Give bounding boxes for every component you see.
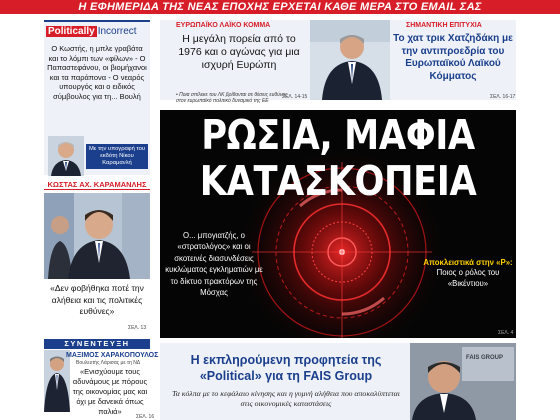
interview-header: ΣΥΝΕΝΤΕΥΞΗ (44, 339, 150, 349)
lead-page-ref: ΣΕΛ. 4 (498, 330, 514, 336)
fais-subtitle: Τα κόλπα με το κεφάλαιο κίνησης και η γυμνή αλήθεια που αποκαλύπτεται στις οικονομικές καταστάσεις (172, 389, 400, 408)
exclusive-label: Αποκλειστικά στην «Ρ»: (423, 258, 513, 267)
logo-part-incorrect: Incorrect (97, 26, 137, 37)
headline-line-1: ΡΩΣΙΑ, ΜΑΦΙΑ (201, 111, 475, 159)
lead-summary: Ο... μπογιατζής, ο «στρατολόγος» και οι σκοτεινές διασυνδέσεις κυκλώματος εγκληματιών με το δίκτυο πρακτόρων της Μόσχας (165, 231, 263, 298)
exclusive-text: Ποιος ο ρόλος του «Βικέντιου» (436, 268, 500, 288)
publisher-portrait (48, 136, 84, 176)
headline-line-2: ΚΑΤΑΣΚΟΠΕΙΑ (199, 157, 477, 205)
politically-incorrect-box[interactable] (44, 20, 150, 175)
column-page-ref: ΣΕΛ. 13 (128, 325, 147, 331)
interview-page-ref: ΣΕΛ. 16 (136, 414, 155, 420)
hat-trick-story[interactable] (310, 20, 516, 100)
politician-photo (310, 20, 390, 100)
publisher-caption: Με την υπογραφή του εκδότη Νίκου Καραμανλή (86, 144, 148, 169)
victory-page-ref: ΣΕΛ. 16-17 (490, 94, 516, 100)
fais-story[interactable] (160, 343, 516, 420)
interviewee-role: Βουλευτής Λάρισας με τη ΝΔ (76, 360, 141, 366)
lead-exclusive (422, 258, 514, 289)
interviewee-name: ΜΑΞΙΜΟΣ ΧΑΡΑΚΟΠΟΥΛΟΣ (66, 352, 159, 359)
column-author[interactable]: ΚΩΣΤΑΣ ΑΧ. ΚΑΡΑΜΑΝΛΗΣ (44, 180, 150, 190)
lead-story[interactable] (160, 110, 516, 338)
epp-story[interactable] (160, 20, 310, 104)
politically-incorrect-text: Ο Κωστής, η μπλε γραβάτα και το λόμπι των «φίλων» - Ο Παπαστεφάνου, οι βιομήχανοι και τα παράπονα - Ο νεαρός υπουργός και ο ειδικός σύμβουλος για τη... Βουλή (47, 44, 147, 101)
column-quote[interactable]: «Δεν φοβήθηκα ποτέ την αλήθεια και τις πολιτικές ευθύνες» (50, 283, 144, 316)
epp-subtitle: • Ποια σπίλεκε του ΛΚ βρίθονται σε θέσεις ευθύνης στον ευρωπαϊκό πολιτικό δυναμικό της ΕΕ (176, 92, 288, 104)
epp-label: ΕΥΡΩΠΑΪΚΟ ΛΑΪΚΟ ΚΟΜΜΑ (176, 22, 271, 29)
fais-title: Η εκπληρούμενη προφητεία της «Political» για τη FAIS Group (190, 353, 382, 383)
subscription-banner[interactable]: Η ΕΦΗΜΕΡΙΔΑ ΤΗΣ ΝΕΑΣ ΕΠΟΧΗΣ ΕΡΧΕΤΑΙ ΚΑΘΕ ΜΕΡΑ ΣΤΟ EMAIL ΣΑΣ (0, 0, 560, 14)
fais-photo-sign: FAIS GROUP (466, 355, 504, 361)
politically-incorrect-logo (46, 25, 137, 39)
lead-headline (185, 112, 491, 204)
interview-quote[interactable]: «Ενισχύουμε τους αδυνάμους με πόρους της οικονομίας μας και όχι με δανεικά όπως παλιά» (72, 367, 148, 416)
epp-page-ref: ΣΕΛ. 14-15 (282, 94, 308, 100)
logo-part-politically: Politically (48, 26, 95, 37)
victory-label: ΣΗΜΑΝΤΙΚΗ ΕΠΙΤΥΧΙΑ (406, 22, 482, 29)
victory-title: Το χατ τρικ Χατζηδάκη με την αντιπροεδρία του Ευρωπαϊκού Λαϊκού Κόμματος (393, 33, 513, 82)
author-photo (44, 193, 150, 279)
epp-title: Η μεγάλη πορεία από το 1976 και ο αγώνας για μια ισχυρή Ευρώπη (178, 33, 300, 71)
